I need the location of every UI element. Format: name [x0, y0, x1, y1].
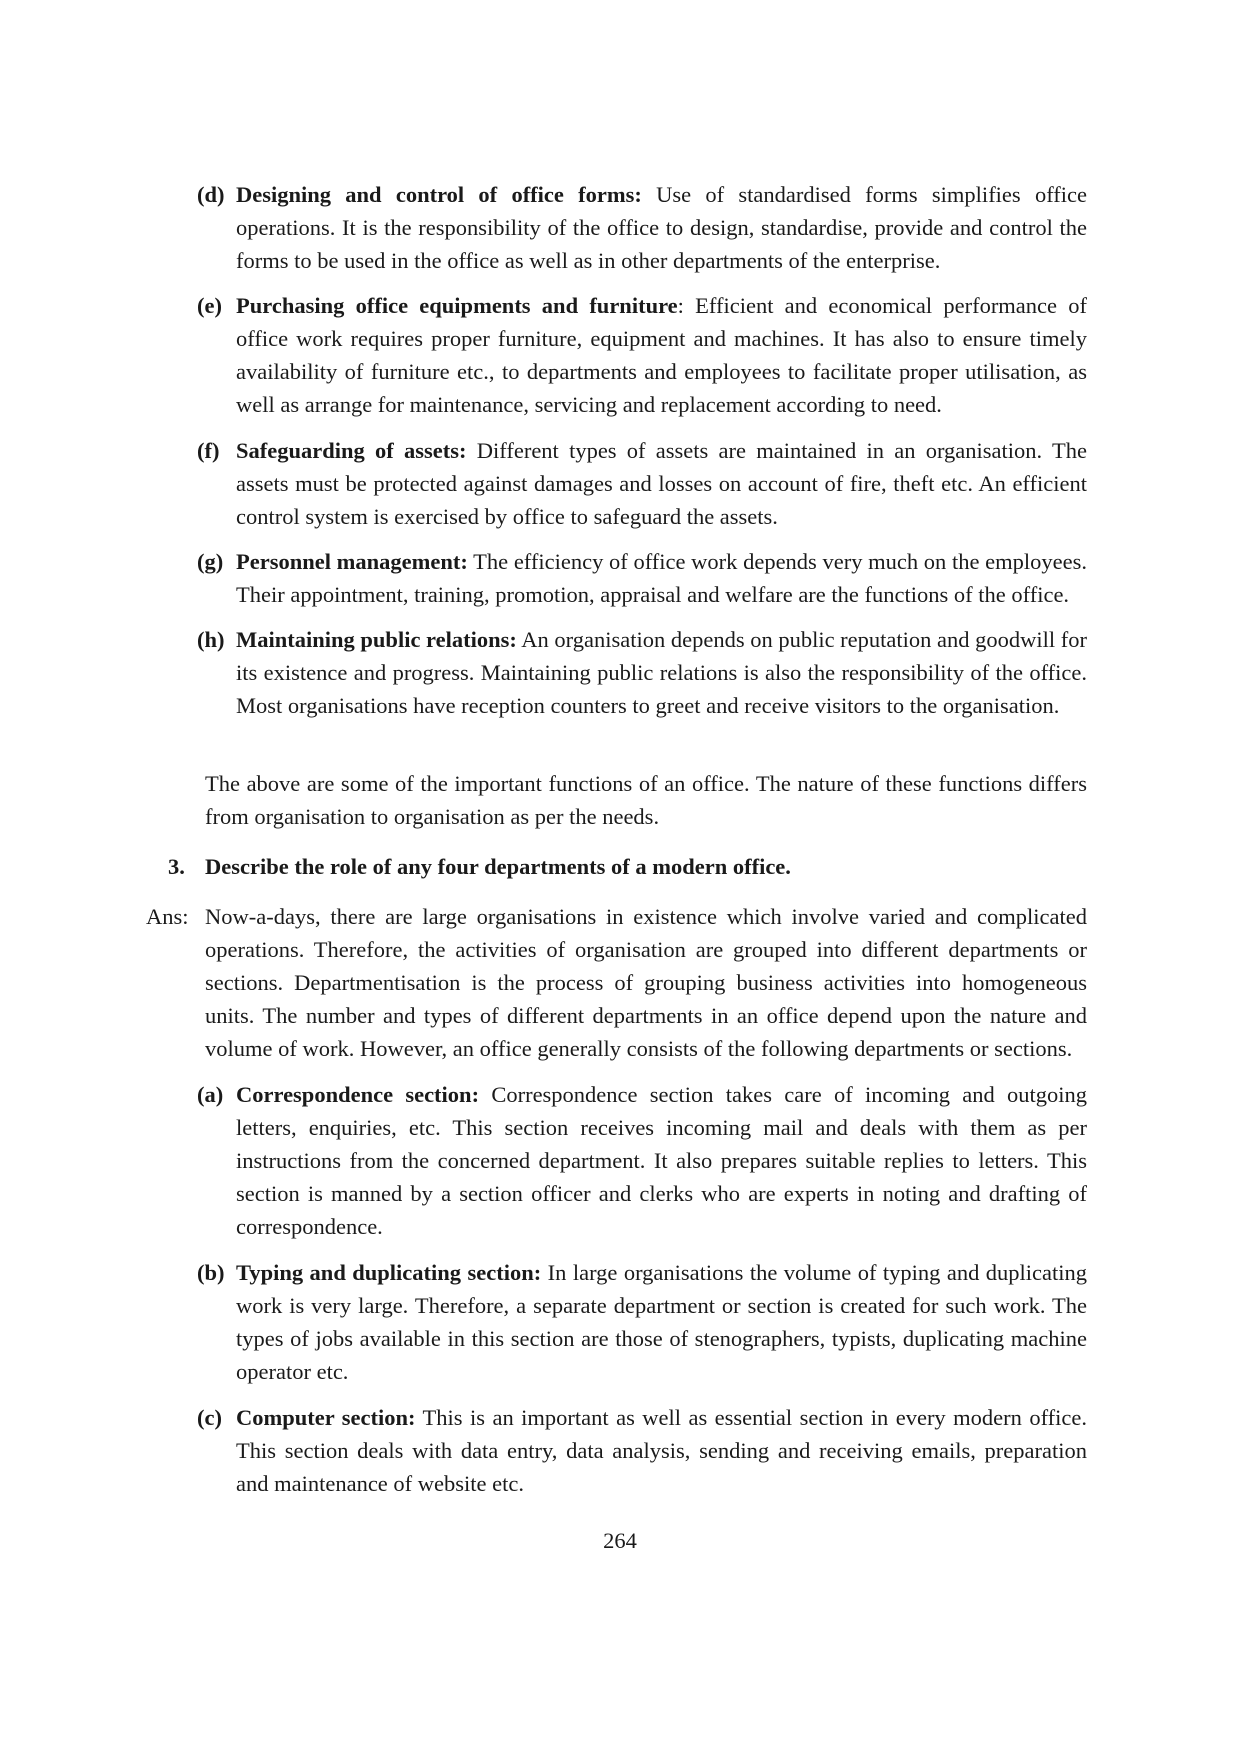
item-body	[236, 289, 1087, 421]
item-body	[236, 1256, 1087, 1388]
summary-paragraph: The above are some of the important functions of an office. The nature of these functions differs from organisation to organisation as per the needs.	[205, 771, 1087, 829]
question-3	[168, 850, 1088, 883]
item-text: In large organisations the volume of typing and duplicating work is very large. Therefore, a separate department or section is created for such work. The types of jobs available in this section are those of stenographers, typists, duplicating machine operator etc.	[236, 1260, 1087, 1384]
item-title: Typing and duplicating section:	[236, 1260, 542, 1285]
item-body	[236, 178, 1087, 277]
answer-label: Ans:	[146, 904, 189, 929]
item-label: (b)	[197, 1260, 225, 1285]
item-text: Different types of assets are maintained in an organisation. The assets must be protected against damages and losses on account of fire, theft etc. An efficient control system is exercised by office to safeguard the assets.	[236, 438, 1087, 529]
item-text: The efficiency of office work depends very much on the employees. Their appointment, training, promotion, appraisal and welfare are the functions of the office.	[236, 549, 1087, 607]
question-number: 3.	[168, 854, 185, 879]
department-item-b	[197, 1256, 1087, 1388]
item-title: Designing and control of office forms:	[236, 182, 642, 207]
item-label: (e)	[197, 293, 222, 318]
item-body	[236, 623, 1087, 722]
item-text: Use of standardised forms simplifies office operations. It is the responsibility of the office to design, standardise, provide and control the forms to be used in the office as well as in other departments of the enterprise.	[236, 182, 1087, 273]
answer-block	[146, 900, 1087, 1065]
answer-text: Now-a-days, there are large organisations in existence which involve varied and complicated operations. Therefore, the activities of organisation are grouped into different departments or sections. Departmentisation is the process of grouping business activities into homogeneous units. The number and types of different departments in an office depend upon the nature and volume of work. However, an office generally consists of the following departments or sections.	[205, 904, 1087, 1061]
item-label: (a)	[197, 1082, 224, 1107]
item-text: : Efficient and economical performance of office work requires proper furniture, equipment and machines. It has also to ensure timely availability of furniture etc., to departments and employees to facilitate proper utilisation, as well as arrange for maintenance, servicing and replacement according to need.	[236, 293, 1088, 417]
item-text: Correspondence section takes care of incoming and outgoing letters, enquiries, etc. This section receives incoming mail and deals with them as per instructions from the concerned department. It also prepares suitable replies to letters. This section is manned by a section officer and clerks who are experts in noting and drafting of correspondence.	[236, 1082, 1087, 1239]
function-item-h	[197, 623, 1087, 722]
department-item-a	[197, 1078, 1087, 1243]
item-title: Maintaining public relations:	[236, 627, 517, 652]
function-item-e	[197, 289, 1087, 421]
item-label: (c)	[197, 1405, 222, 1430]
item-text: This is an important as well as essential section in every modern office. This section deals with data entry, data analysis, sending and receiving emails, preparation and maintenance of website etc.	[236, 1405, 1087, 1496]
item-body	[236, 545, 1087, 611]
item-body	[236, 1078, 1087, 1243]
item-body	[236, 1401, 1087, 1500]
page-number: 264	[603, 1528, 637, 1553]
item-title: Computer section:	[236, 1405, 416, 1430]
item-title: Correspondence section:	[236, 1082, 480, 1107]
item-label: (d)	[197, 182, 225, 207]
question-text: Describe the role of any four departments of a modern office.	[205, 854, 791, 879]
item-body	[236, 434, 1087, 533]
item-label: (h)	[197, 627, 225, 652]
item-title: Personnel management:	[236, 549, 468, 574]
department-item-c	[197, 1401, 1087, 1500]
item-text: An organisation depends on public reputation and goodwill for its existence and progress. Maintaining public relations is also the responsibility of the office. Most organisations have reception counters to greet and receive visitors to the organisation.	[236, 627, 1088, 718]
item-label: (g)	[197, 549, 224, 574]
function-item-d	[197, 178, 1087, 277]
item-title: Purchasing office equipments and furniture	[236, 293, 678, 318]
item-title: Safeguarding of assets:	[236, 438, 467, 463]
function-item-f	[197, 434, 1087, 533]
item-label: (f)	[197, 438, 220, 463]
function-item-g	[197, 545, 1087, 611]
